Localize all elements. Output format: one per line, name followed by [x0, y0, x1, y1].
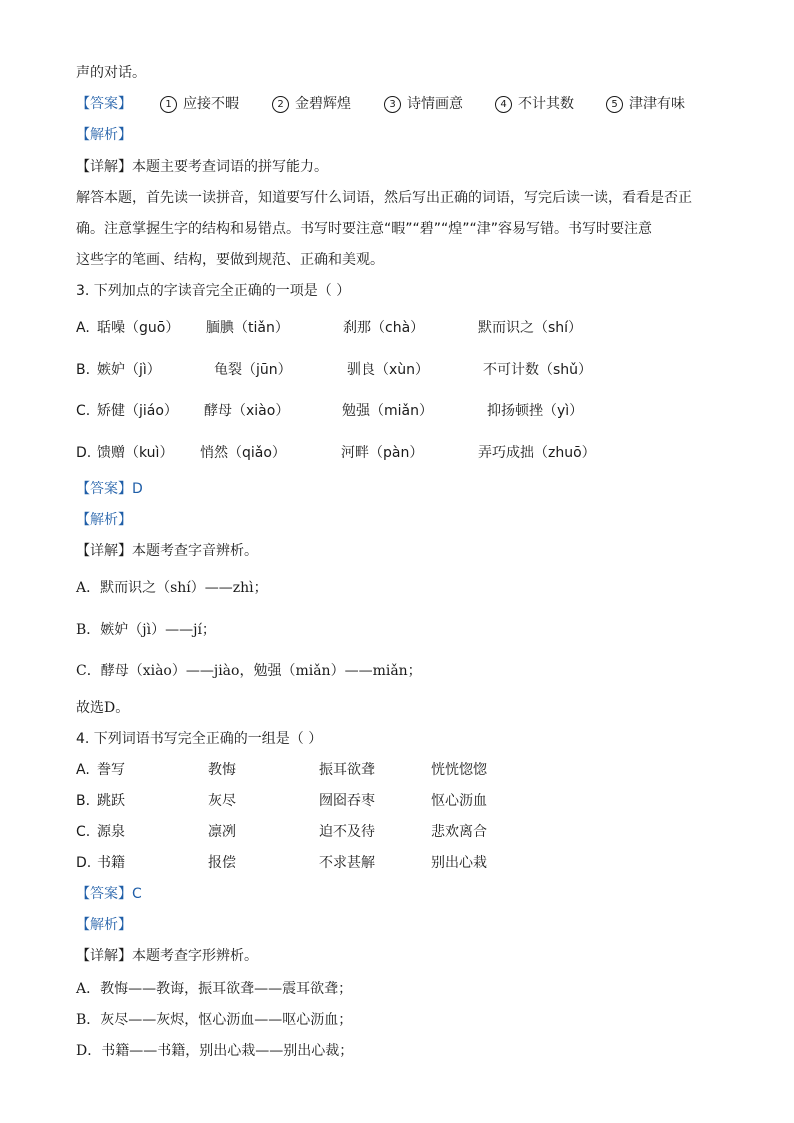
q4-option-c-item: 迫不及待 [319, 824, 375, 840]
q4-option-d-item: 书籍 [97, 855, 125, 871]
q3-answer: 【答案】D [76, 481, 143, 497]
q4-note-a: A．教悔——教诲，振耳欲聋——震耳欲聋； [76, 981, 353, 997]
q2-answer-3: 3 诗情画意 [384, 94, 463, 114]
q4-option-c-label: C. [76, 824, 91, 840]
q2-answer-1: 1 应接不暇 [160, 94, 239, 114]
q3-option-a-label: A. [76, 320, 90, 336]
q3-option-a-item: 刹那（chà） [343, 320, 425, 336]
q2-answer-label: 【答案】 [76, 96, 132, 112]
q4-option-d-label: D. [76, 855, 92, 871]
q4-option-a-item: 恍恍惚惚 [431, 762, 487, 778]
q4-option-b-item: 囫囵吞枣 [319, 793, 375, 809]
q2-detail: 【详解】本题主要考查词语的拼写能力。 [76, 159, 328, 175]
q3-option-b-item: 嫉妒（jì） [97, 362, 161, 378]
q3-option-b-item: 龟裂（jūn） [214, 362, 292, 378]
q4-option-a-item: 教悔 [208, 762, 236, 778]
q2-para-1: 解答本题，首先读一读拼音，知道要写什么词语，然后写出正确的词语，写完后读一读，看看是否正 [76, 190, 692, 206]
q4-option-d-item: 不求甚解 [319, 855, 375, 871]
q2-answer-4: 4 不计其数 [495, 94, 574, 114]
q3-option-c-label: C. [76, 403, 91, 419]
q3-option-d-item: 河畔（pàn） [341, 445, 424, 461]
q4-option-d-item: 别出心栽 [431, 855, 487, 871]
q4-analysis-label: 【解析】 [76, 917, 132, 933]
q4-option-b-item: 跳跃 [97, 793, 125, 809]
q4-option-a-item: 誊写 [97, 762, 125, 778]
q3-option-a-item: 聒噪（guō） [97, 320, 180, 336]
q3-note-c: C．酵母（xiào）——jiào，勉强（miǎn）——miǎn； [76, 663, 422, 679]
q4-option-d-item: 报偿 [208, 855, 236, 871]
q4-question: 4. 下列词语书写完全正确的一组是（ ） [76, 731, 323, 747]
q3-option-d-label: D. [76, 445, 92, 461]
q4-option-b-item: 怄心沥血 [431, 793, 487, 809]
q3-analysis-label: 【解析】 [76, 512, 132, 528]
q3-option-a-item: 默而识之（shí） [478, 320, 583, 336]
q3-note-b: B．嫉妒（jì）——jí； [76, 622, 216, 638]
q3-conclusion: 故选D。 [76, 700, 130, 716]
q3-note-a: A．默而识之（shí）——zhì； [76, 580, 268, 596]
q3-question: 3. 下列加点的字读音完全正确的一项是（ ） [76, 283, 351, 299]
q3-option-d-item: 馈赠（kuì） [97, 445, 174, 461]
q2-answer-2: 2 金碧辉煌 [272, 94, 351, 114]
q4-answer: 【答案】C [76, 886, 142, 902]
q2-para-3: 这些字的笔画、结构，要做到规范、正确和美观。 [76, 252, 384, 268]
q3-option-c-item: 矫健（jiáo） [97, 403, 178, 419]
q3-option-c-item: 抑扬顿挫（yì） [487, 403, 584, 419]
q4-note-b: B．灰尽——灰烬，怄心沥血——呕心沥血； [76, 1012, 353, 1028]
q4-option-c-item: 凛冽 [208, 824, 236, 840]
q2-para-2: 确。注意掌握生字的结构和易错点。书写时要注意“暇”“碧”“煌”“津”容易写错。书写时要注意 [76, 221, 653, 237]
q4-option-a-item: 振耳欲聋 [319, 762, 375, 778]
q3-option-a-item: 腼腆（tiǎn） [206, 320, 289, 336]
q4-note-d: D．书籍——书籍，别出心栽——别出心裁； [76, 1043, 354, 1059]
q3-option-d-item: 悄然（qiǎo） [200, 445, 286, 461]
q4-option-c-item: 悲欢离合 [431, 824, 487, 840]
q3-option-b-item: 驯良（xùn） [347, 362, 430, 378]
q2-analysis-label: 【解析】 [76, 127, 132, 143]
q4-option-a-label: A. [76, 762, 90, 778]
q3-option-b-label: B. [76, 362, 91, 378]
q4-option-b-label: B. [76, 793, 91, 809]
q3-option-c-item: 酵母（xiào） [204, 403, 290, 419]
q3-detail: 【详解】本题考查字音辨析。 [76, 543, 258, 559]
q3-option-d-item: 弄巧成拙（zhuō） [478, 445, 596, 461]
q2-answer-5: 5 津津有味 [606, 94, 685, 114]
q4-option-b-item: 灰尽 [208, 793, 236, 809]
q4-detail: 【详解】本题考查字形辨析。 [76, 948, 258, 964]
q4-option-c-item: 源泉 [97, 824, 125, 840]
continuation-text: 声的对话。 [76, 65, 146, 81]
q3-option-c-item: 勉强（miǎn） [342, 403, 433, 419]
q3-option-b-item: 不可计数（shǔ） [483, 362, 593, 378]
